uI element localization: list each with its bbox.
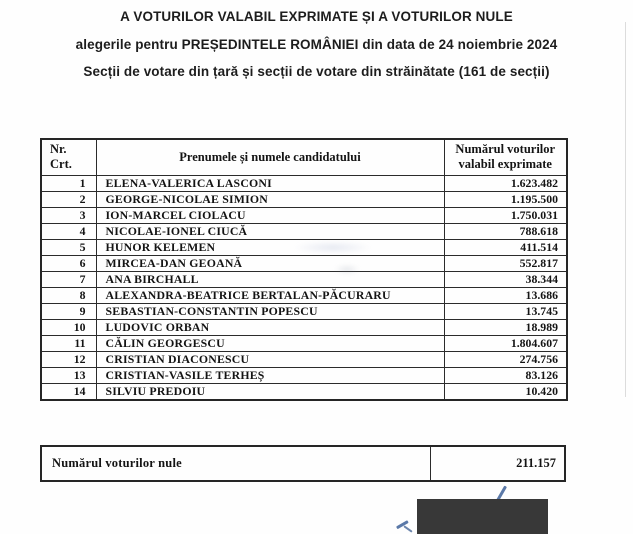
row-number: 14 (41, 383, 96, 400)
candidate-name: ANA BIRCHALL (96, 271, 444, 287)
heading-line-3: Secții de votare din țară și secții de votare din străinătate (161 de secții) (83, 64, 550, 79)
header-votes-line2: valabil exprimate (458, 157, 552, 172)
table-row (41, 351, 567, 367)
vote-count: 10.420 (444, 383, 567, 400)
vote-count: 1.750.031 (444, 207, 567, 223)
table-row (41, 207, 567, 223)
candidate-name: ALEXANDRA-BEATRICE BERTALAN-PĂCURARU (96, 287, 444, 303)
table-row (41, 175, 567, 191)
heading-line-2: alegerile pentru PREȘEDINTELE ROMÂNIEI din data de 24 noiembrie 2024 (75, 37, 558, 52)
pen-mark (403, 525, 412, 532)
header-nr-line2: Crt. (50, 157, 72, 172)
table-row (41, 367, 567, 383)
row-number: 7 (41, 271, 96, 287)
row-number: 13 (41, 367, 96, 383)
table-row (41, 271, 567, 287)
table-row (41, 303, 567, 319)
candidate-name: ION-MARCEL CIOLACU (96, 207, 444, 223)
table-header-row (41, 139, 567, 175)
vote-count: 18.989 (444, 319, 567, 335)
redaction-box (417, 499, 548, 534)
ink-smudge (293, 241, 373, 254)
candidate-name: MIRCEA-DAN GEOANĂ (96, 255, 444, 271)
results-table (40, 138, 568, 401)
candidate-name: NICOLAE-IONEL CIUCĂ (96, 223, 444, 239)
candidate-name: LUDOVIC ORBAN (96, 319, 444, 335)
candidate-name: GEORGE-NICOLAE SIMION (96, 191, 444, 207)
vote-count: 83.126 (444, 367, 567, 383)
candidate-name: CRISTIAN DIACONESCU (96, 351, 444, 367)
ink-smudge (334, 264, 360, 275)
candidate-name: HUNOR KELEMEN (96, 239, 444, 255)
null-votes-label: Numărul voturilor nule (52, 456, 182, 470)
table-row (41, 335, 567, 351)
table-row (41, 319, 567, 335)
vote-count: 38.344 (444, 271, 567, 287)
candidate-name: SILVIU PREDOIU (96, 383, 444, 400)
heading-line-1: A VOTURILOR VALABIL EXPRIMATE ȘI A VOTURILOR NULE (120, 9, 513, 24)
header-candidate-name: Prenumele și numele candidatului (96, 139, 444, 175)
vote-count: 1.195.500 (444, 191, 567, 207)
row-number: 1 (41, 175, 96, 191)
table-row (41, 223, 567, 239)
null-votes-box (40, 445, 566, 482)
row-number: 8 (41, 287, 96, 303)
vote-count: 1.623.482 (444, 175, 567, 191)
null-votes-value: 211.157 (430, 447, 564, 480)
vote-count: 411.514 (444, 239, 567, 255)
row-number: 12 (41, 351, 96, 367)
header-valid-votes (444, 139, 567, 175)
table-row (41, 191, 567, 207)
results-table-body (41, 175, 567, 400)
candidate-name: SEBASTIAN-CONSTANTIN POPESCU (96, 303, 444, 319)
row-number: 11 (41, 335, 96, 351)
header-nr-line1: Nr. (50, 142, 67, 157)
table-row (41, 383, 567, 400)
vote-count: 788.618 (444, 223, 567, 239)
candidate-name: ELENA-VALERICA LASCONI (96, 175, 444, 191)
candidate-name: CRISTIAN-VASILE TERHEȘ (96, 367, 444, 383)
candidate-name: CĂLIN GEORGESCU (96, 335, 444, 351)
vote-count: 552.817 (444, 255, 567, 271)
row-number: 4 (41, 223, 96, 239)
row-number: 2 (41, 191, 96, 207)
row-number: 6 (41, 255, 96, 271)
vote-count: 1.804.607 (444, 335, 567, 351)
table-row (41, 287, 567, 303)
header-votes-line1: Numărul voturilor (455, 142, 556, 157)
row-number: 3 (41, 207, 96, 223)
row-number: 5 (41, 239, 96, 255)
row-number: 10 (41, 319, 96, 335)
vote-count: 13.745 (444, 303, 567, 319)
vote-count: 13.686 (444, 287, 567, 303)
header-nr-crt (41, 139, 96, 175)
row-number: 9 (41, 303, 96, 319)
vote-count: 274.756 (444, 351, 567, 367)
table-row (41, 255, 567, 271)
